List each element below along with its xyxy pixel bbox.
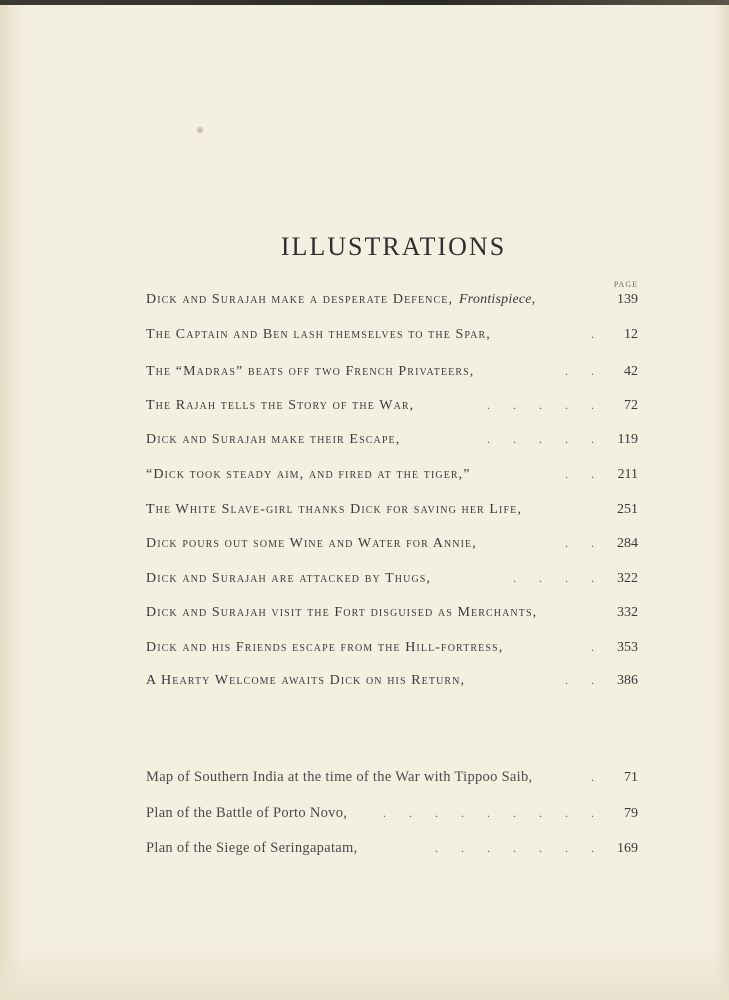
leader-dots: . . . . (513, 571, 604, 585)
entry-title: Dick and Surajah make their Escape, (146, 432, 401, 447)
entry-title: Map of Southern India at the time of the War with Tippoo Saib, (146, 769, 533, 785)
page-number: 79 (624, 806, 638, 821)
entry-title: Dick and Surajah are attacked by Thugs, (146, 571, 432, 586)
entry-italic: Frontispiece, (459, 292, 536, 307)
list-item (146, 536, 638, 552)
page-column-header: PAGE (613, 280, 638, 289)
page-bottom-shade (0, 945, 729, 1000)
page-number: 169 (617, 841, 638, 856)
list-item (146, 805, 638, 822)
paper-speck (197, 127, 203, 133)
list-item (146, 432, 638, 448)
page-number: 251 (617, 502, 638, 517)
list-item (146, 673, 638, 689)
leader-dots: . . (565, 673, 604, 687)
entry-title: Plan of the Battle of Porto Novo, (146, 805, 348, 821)
list-item (146, 292, 638, 308)
page-number: 211 (617, 467, 638, 482)
leader-dots: . . (565, 364, 604, 378)
entry-title: Dick and Surajah make a desperate Defence, (146, 292, 454, 307)
page-top-edge (0, 0, 729, 5)
page-number: 353 (617, 640, 638, 655)
page-number: 332 (617, 605, 638, 620)
page-number: 119 (617, 432, 638, 447)
list-item (146, 364, 638, 380)
page-title: ILLUSTRATIONS (280, 232, 507, 261)
list-item (146, 467, 638, 483)
page-gutter-shadow (0, 5, 22, 1000)
page-number: 284 (617, 536, 638, 551)
leader-dots: . . . . . (487, 398, 604, 412)
leader-dots: . (591, 327, 604, 341)
list-item (146, 571, 638, 587)
leader-dots: . . (565, 536, 604, 550)
page-number: 322 (617, 571, 638, 586)
entry-title: “Dick took steady aim, and fired at the tiger,” (146, 467, 471, 482)
list-item (146, 640, 638, 656)
page-number: 71 (624, 770, 638, 785)
list-item (146, 769, 638, 786)
list-item (146, 398, 638, 414)
leader-dots: . . . . . . . (435, 841, 604, 855)
entry-title: The “Madras” beats off two French Privateers, (146, 364, 475, 379)
entry-title: The Rajah tells the Story of the War, (146, 398, 415, 413)
entry-title: Plan of the Siege of Seringapatam, (146, 840, 358, 856)
entry-title: The White Slave-girl thanks Dick for saving her Life, (146, 502, 522, 517)
entry-title: Dick pours out some Wine and Water for Annie, (146, 536, 477, 551)
leader-dots: . . . . . (487, 432, 604, 446)
leader-dots: . . . . . . . . . (383, 806, 604, 820)
list-item (146, 327, 638, 343)
leader-dots: . (591, 770, 604, 784)
page-number: 42 (624, 364, 638, 379)
page-number: 72 (624, 398, 638, 413)
entry-title: Dick and Surajah visit the Fort disguised as Merchants, (146, 605, 538, 620)
page-edge-shadow (715, 5, 729, 1000)
leader-dots: . . (565, 467, 604, 481)
page-number: 139 (617, 292, 638, 307)
list-item (146, 605, 638, 621)
entry-title: A Hearty Welcome awaits Dick on his Return, (146, 673, 466, 688)
entry-title: The Captain and Ben lash themselves to the Spar, (146, 327, 491, 342)
list-item (146, 502, 638, 518)
leader-dots: . (591, 640, 604, 654)
list-item (146, 840, 638, 857)
page-number: 12 (624, 327, 638, 342)
entry-title: Dick and his Friends escape from the Hill-fortress, (146, 640, 504, 655)
page-number: 386 (617, 673, 638, 688)
